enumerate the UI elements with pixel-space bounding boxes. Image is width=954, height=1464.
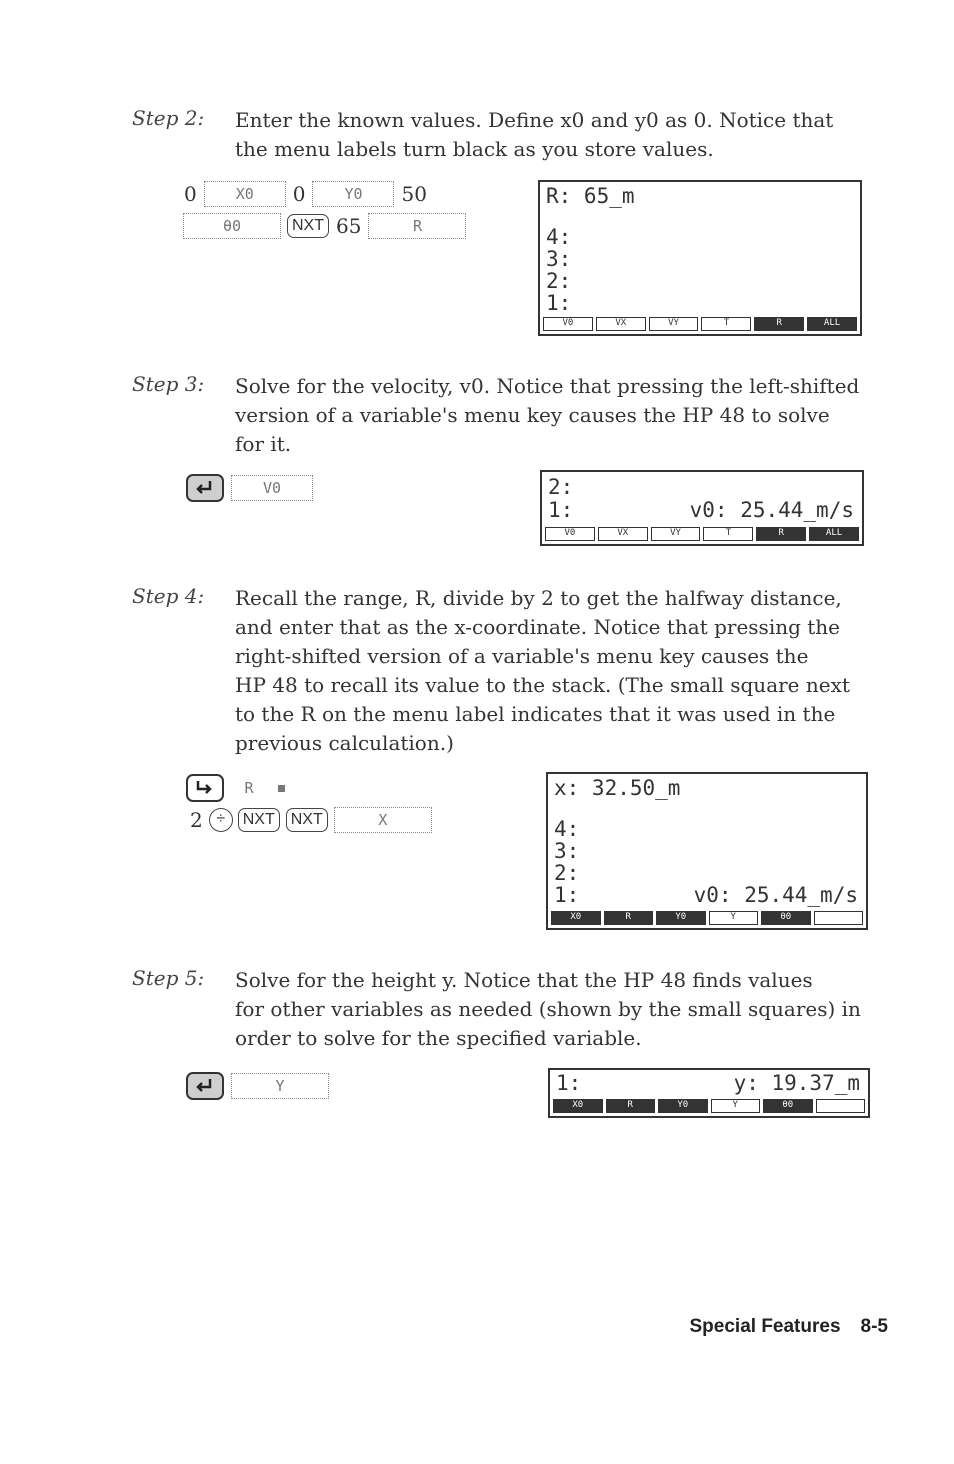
digit: 0 xyxy=(184,182,197,206)
left-shift-key[interactable] xyxy=(186,474,224,502)
left-shift-arrow-icon xyxy=(194,1077,214,1093)
used-square-icon xyxy=(278,785,285,792)
stack-result: v0: 25.44_m/s xyxy=(689,498,854,522)
text-line: for other variables as needed (shown by the small squares) in xyxy=(235,997,861,1021)
text-line: Solve for the velocity, v0. Notice that pressing the left-shifted xyxy=(235,374,860,398)
text-line: order to solve for the specified variable. xyxy=(235,1026,642,1050)
menu-label: R xyxy=(754,317,804,331)
step-4-keys xyxy=(186,772,435,836)
menu-key-r[interactable]: R xyxy=(368,213,466,239)
menu-label: R xyxy=(606,1099,656,1113)
menu-key-y[interactable]: Y xyxy=(231,1073,329,1099)
menu-key-r[interactable]: R xyxy=(244,779,254,797)
menu-label: θ0 xyxy=(761,911,811,925)
step-text xyxy=(235,372,885,459)
digit: 50 xyxy=(401,182,427,206)
section-title: Special Features xyxy=(689,1316,841,1337)
step-label: Step 5: xyxy=(132,966,205,990)
text-line: HP 48 to recall its value to the stack. (The small square next xyxy=(235,673,850,697)
text-line: Recall the range, R, divide by 2 to get the halfway distance, xyxy=(235,586,842,610)
stack-level: 2: xyxy=(554,861,580,885)
step-2-keys xyxy=(180,178,469,242)
right-shift-arrow-icon xyxy=(194,779,214,795)
menu-label: Y0 xyxy=(658,1099,708,1113)
menu-label: θ0 xyxy=(763,1099,813,1113)
menu-key-theta0[interactable]: θ0 xyxy=(183,213,281,239)
menu-label: T xyxy=(703,527,753,541)
menu-label: VX xyxy=(596,317,646,331)
step-label: Step 2: xyxy=(132,106,205,130)
divide-key[interactable]: ÷ xyxy=(209,808,233,832)
stack-level: 3: xyxy=(546,247,572,271)
display-menu-bar xyxy=(551,911,863,925)
digit: 65 xyxy=(336,214,362,238)
menu-label: VX xyxy=(598,527,648,541)
left-shift-key[interactable] xyxy=(186,1072,224,1100)
menu-label xyxy=(814,911,864,925)
menu-label: R xyxy=(756,527,806,541)
left-shift-arrow-icon xyxy=(194,479,214,495)
stack-result: y: 19.37_m xyxy=(733,1071,860,1095)
stack-level: 1: xyxy=(548,498,574,522)
menu-label: V0 xyxy=(543,317,593,331)
text-line: Solve for the height y. Notice that the HP 48 finds values xyxy=(235,968,813,992)
nxt-key[interactable]: NXT xyxy=(238,808,280,832)
text-line: right-shifted version of a variable's menu key causes the xyxy=(235,644,809,668)
menu-label: ALL xyxy=(807,317,857,331)
nxt-key[interactable]: NXT xyxy=(287,214,329,238)
stack-level: 1: xyxy=(556,1071,582,1095)
page-footer xyxy=(670,1316,889,1338)
stack-level: 1: xyxy=(554,883,580,907)
menu-label: Y0 xyxy=(656,911,706,925)
stack-level: 1: xyxy=(546,291,572,315)
text-line: previous calculation.) xyxy=(235,731,454,755)
display-menu-bar xyxy=(545,527,859,541)
step-label: Step 3: xyxy=(132,372,205,396)
stack-level: 2: xyxy=(546,269,572,293)
stack-result: v0: 25.44_m/s xyxy=(693,883,858,907)
digit: 2 xyxy=(190,808,203,832)
stack-level: 4: xyxy=(546,225,572,249)
display-menu-bar xyxy=(553,1099,865,1113)
step-text xyxy=(235,966,885,1053)
nxt-key[interactable]: NXT xyxy=(286,808,328,832)
step-text xyxy=(235,584,885,758)
step-3-keys xyxy=(186,472,316,504)
text-line: version of a variable's menu key causes the HP 48 to solve xyxy=(235,403,830,427)
right-shift-key[interactable] xyxy=(186,774,224,802)
menu-key-v0[interactable]: V0 xyxy=(231,475,313,501)
display-command-line: x: 32.50_m xyxy=(554,776,681,800)
stack-level: 4: xyxy=(554,817,580,841)
menu-label: X0 xyxy=(553,1099,603,1113)
menu-label: VY xyxy=(649,317,699,331)
menu-label: X0 xyxy=(551,911,601,925)
menu-label: Y xyxy=(711,1099,761,1113)
stack-level: 2: xyxy=(548,475,574,499)
menu-label xyxy=(816,1099,866,1113)
menu-label: T xyxy=(701,317,751,331)
text-line: for it. xyxy=(235,432,292,456)
text-line: and enter that as the x-coordinate. Notice that pressing the xyxy=(235,615,841,639)
menu-label: V0 xyxy=(545,527,595,541)
menu-key-x[interactable]: X xyxy=(334,807,432,833)
menu-label: R xyxy=(604,911,654,925)
step-label: Step 4: xyxy=(132,584,205,608)
calculator-display xyxy=(540,470,864,546)
page-number: 8-5 xyxy=(860,1316,888,1337)
step-text xyxy=(235,106,885,164)
menu-key-y0[interactable]: Y0 xyxy=(312,181,394,207)
text-line: the menu labels turn black as you store values. xyxy=(235,137,714,161)
calculator-display xyxy=(548,1068,870,1118)
display-command-line: R: 65_m xyxy=(546,184,635,208)
menu-key-x0[interactable]: X0 xyxy=(204,181,286,207)
menu-label: ALL xyxy=(809,527,859,541)
text-line: Enter the known values. Define x0 and y0 as 0. Notice that xyxy=(235,108,834,132)
stack-level: 3: xyxy=(554,839,580,863)
step-5-keys xyxy=(186,1070,332,1102)
calculator-display xyxy=(546,772,868,930)
digit: 0 xyxy=(292,182,306,206)
calculator-display xyxy=(538,180,862,336)
display-menu-bar xyxy=(543,317,857,331)
menu-label: Y xyxy=(709,911,759,925)
menu-label: VY xyxy=(651,527,701,541)
text-line: to the R on the menu label indicates that it was used in the xyxy=(235,702,836,726)
